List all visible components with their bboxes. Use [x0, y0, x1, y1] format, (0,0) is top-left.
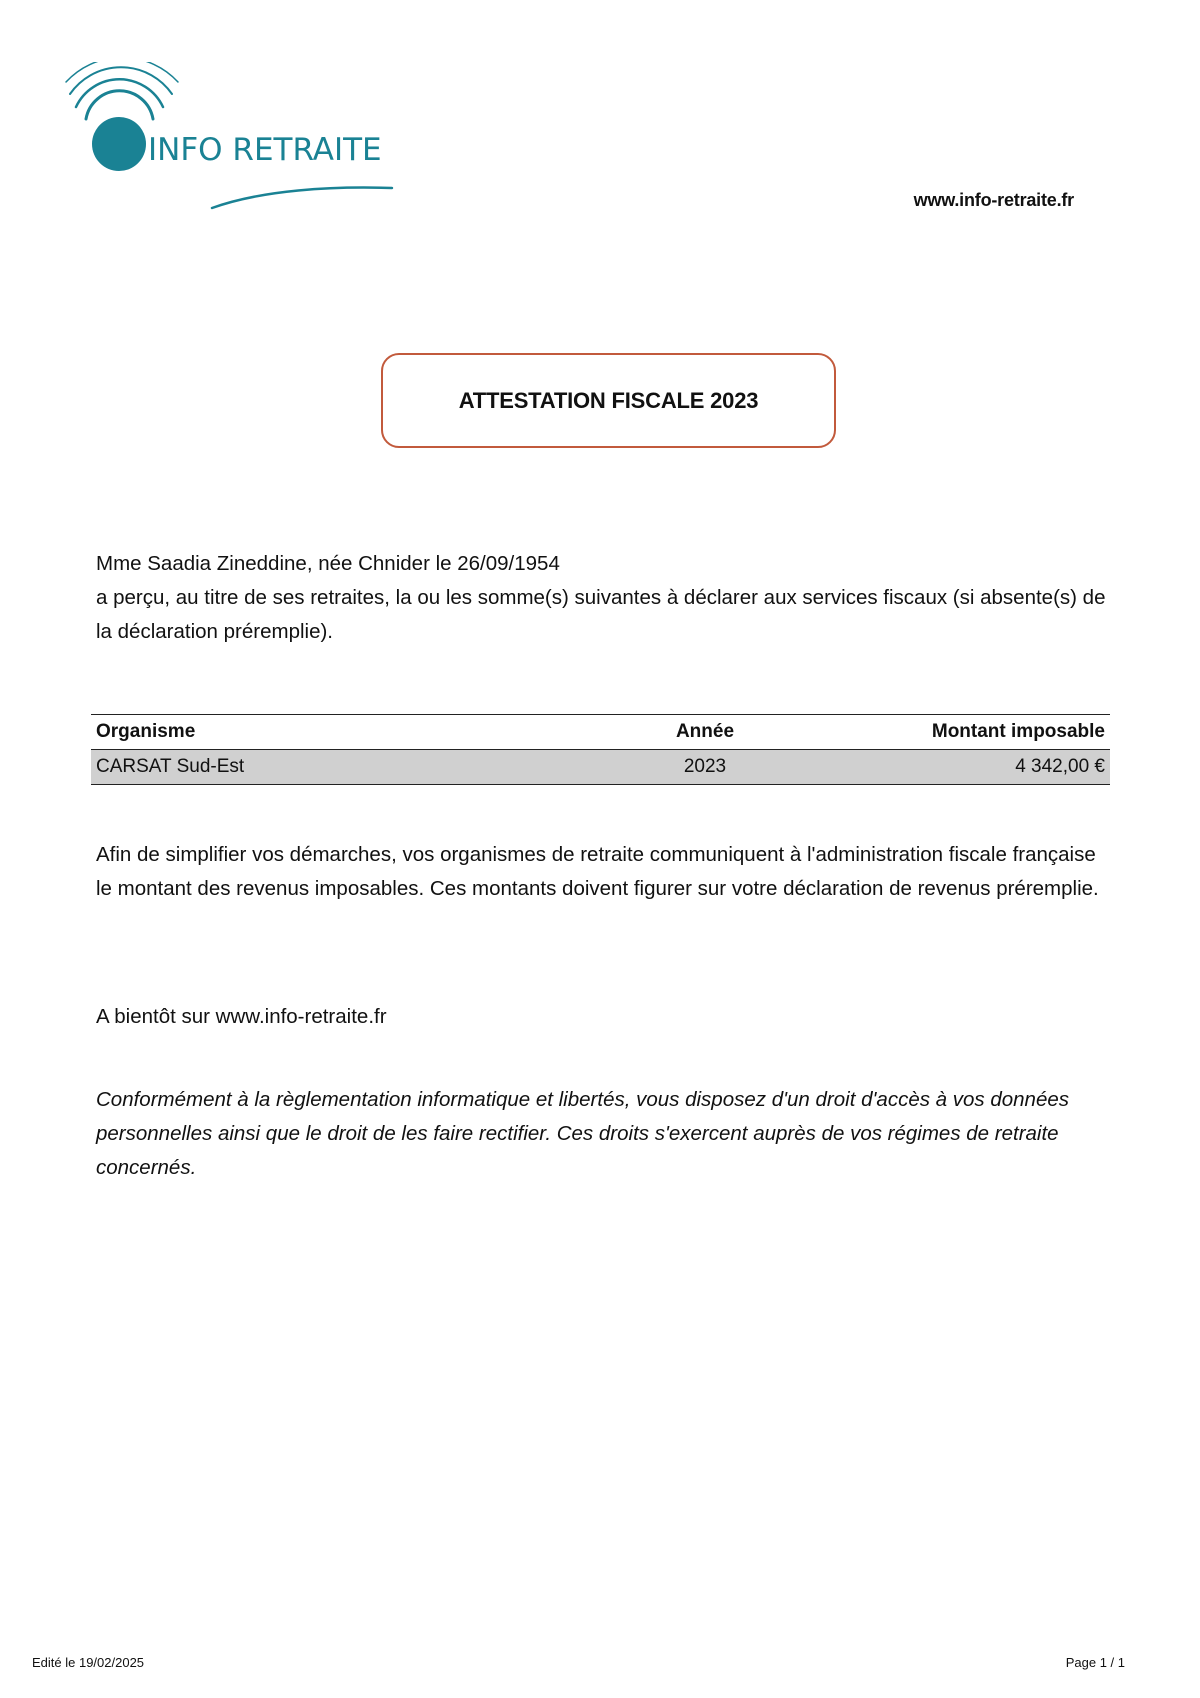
table-header-row	[91, 715, 1110, 750]
website-url[interactable]: www.info-retraite.fr	[913, 190, 1074, 210]
col-organisme: Organisme	[91, 715, 600, 750]
cell-organisme: CARSAT Sud-Est	[91, 750, 600, 785]
svg-text:INFO RETRAITE: INFO RETRAITE	[148, 132, 382, 168]
col-annee: Année	[600, 715, 810, 750]
edited-date: Edité le 19/02/2025	[32, 1655, 145, 1670]
title-box	[381, 353, 836, 448]
info-paragraph: Afin de simplifier vos démarches, vos organismes de retraite communiquent à l'administration fiscale française le montant des revenus imposables. Ces montants doivent figurer sur votre déclaration de revenus préremplie.	[96, 843, 1099, 900]
col-montant: Montant imposable	[810, 715, 1110, 750]
table-row	[91, 750, 1110, 785]
document-title: ATTESTATION FISCALE 2023	[458, 387, 759, 413]
legal-notice: Conformément à la règlementation informatique et libertés, vous disposez d'un droit d'accès à vos données personnelles ainsi que le droit de les faire rectifier. Ces droits s'exercent auprès de vos régimes de retraite concernés.	[96, 1088, 1070, 1179]
cell-montant: 4 342,00 €	[810, 750, 1110, 785]
cell-annee: 2023	[600, 750, 810, 785]
intro-sentence: a perçu, au titre de ses retraites, la ou les somme(s) suivantes à déclarer aux services fiscaux (si absente(s) de la déclaration préremplie).	[96, 586, 1106, 643]
closing-line: A bientôt sur www.info-retraite.fr	[96, 1005, 387, 1028]
info-retraite-logo	[62, 62, 407, 212]
page-number: Page 1 / 1	[1065, 1655, 1125, 1670]
income-table	[91, 714, 1110, 785]
beneficiary-line: Mme Saadia Zineddine, née Chnider le 26/09/1954	[96, 552, 560, 575]
intro-text	[96, 547, 1106, 649]
